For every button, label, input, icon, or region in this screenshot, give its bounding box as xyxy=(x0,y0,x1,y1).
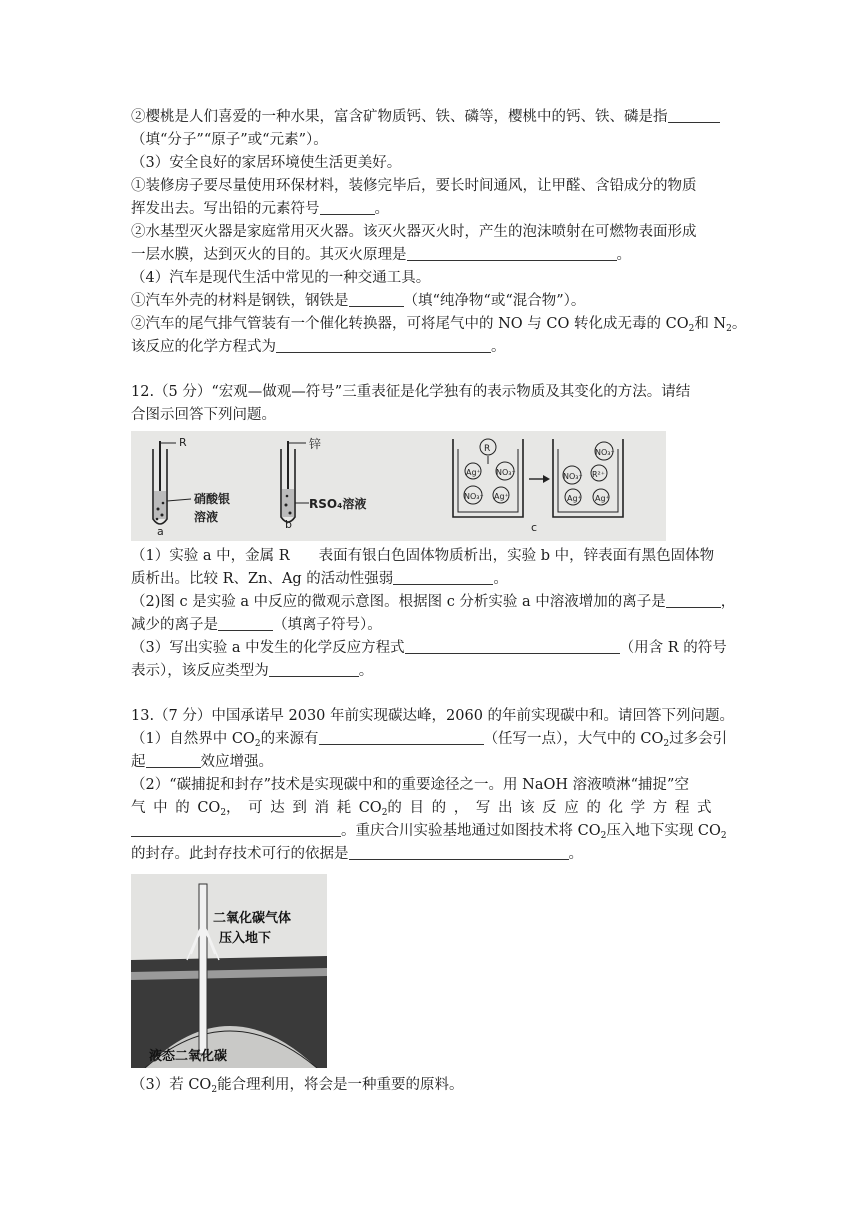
q11-line-7: 一层水膜，达到灭火的目的。其灭火原理是 。 xyxy=(131,247,631,263)
q11-line-3: （3）安全良好的家居环境使生活更美好。 xyxy=(131,155,402,171)
co2-storage-diagram xyxy=(131,874,327,1068)
q11-line-8: （4）汽车是现代生活中常见的一种交通工具。 xyxy=(131,270,431,286)
label-gas-1: 二氧化碳气体 xyxy=(213,911,292,926)
q11-line-6: ②水基型灭火器是家庭常用灭火器。该灭火器灭火时，产生的泡沫喷射在可燃物表面形成 xyxy=(131,224,697,240)
answer-blank[interactable] xyxy=(349,844,569,860)
ion-no3-2: NO₃⁻ xyxy=(464,492,484,501)
ion-ag-3: Ag⁺ xyxy=(567,494,582,503)
test-tube-a xyxy=(153,441,191,524)
arrow-head xyxy=(543,475,550,483)
q13-line-1: 13.（7 分）中国承诺早 2030 年前实现碳达峰，2060 的年前实现碳中和。请回答下列问题。 xyxy=(131,708,735,724)
answer-blank[interactable] xyxy=(146,752,201,768)
answer-blank[interactable] xyxy=(349,291,404,307)
q12-line-8: 表示），该反应类型为 。 xyxy=(131,663,374,679)
q13-figure xyxy=(131,874,327,1068)
label-c: c xyxy=(531,521,538,534)
answer-blank[interactable] xyxy=(269,661,359,677)
q12-line-7: （3）写出实验 a 中发生的化学反应方程式 （用含 R 的符号 xyxy=(131,640,727,656)
answer-blank[interactable] xyxy=(320,199,375,215)
q13-line-3: 起 效应增强。 xyxy=(131,754,273,770)
answer-blank[interactable] xyxy=(131,821,341,837)
q11-line-5: 挥发出去。写出铅的元素符号 。 xyxy=(131,201,389,217)
q11-line-1: ②樱桃是人们喜爱的一种水果，富含矿物质钙、铁、磷等，樱桃中的钙、铁、磷是指 xyxy=(131,106,735,129)
answer-blank[interactable] xyxy=(393,569,493,585)
label-zinc: 锌 xyxy=(309,437,322,451)
answer-blank[interactable] xyxy=(405,638,620,654)
label-liquid-co2: 液态二氧化碳 xyxy=(149,1049,228,1064)
q13-line-5: 气 中 的 $CO_2$， 可 达 到 消 耗 $CO_2$的 目 的 ， 写 出 该 反 应 的 化 学 方 程 式 xyxy=(131,800,712,818)
answer-blank[interactable] xyxy=(319,729,484,745)
q13-line-2: （1）自然界中 $CO_2$的来源有 （任写一点），大气中的 $CO_2$过多会引 xyxy=(131,731,728,749)
q12-line-5: （2)图 c 是实验 a 中反应的微观示意图。根据图 c 分析实验 a 中溶液增加的离子是 ， xyxy=(131,594,736,610)
ion-ag-2: Ag⁺ xyxy=(494,492,509,501)
q13-line-4: （2）“碳捕捉和封存”技术是实现碳中和的重要途径之一。用 NaOH 溶液喷淋“捕捉”空 xyxy=(131,777,689,793)
label-agno3-2: 溶液 xyxy=(194,510,219,524)
document-page xyxy=(131,106,747,1097)
answer-blank[interactable] xyxy=(218,615,273,631)
q12-line-3: （1）实验 a 中，金属 R 表面有银白色固体物质析出，实验 b 中，锌表面有黑色固体物 xyxy=(131,548,715,564)
answer-blank[interactable] xyxy=(668,107,720,123)
ion-ag-1: Ag⁺ xyxy=(466,468,481,477)
ion-r: R xyxy=(484,444,491,454)
q11-line-10: ②汽车的尾气排气管装有一个催化转换器，可将尾气中的 NO 与 CO 转化成无毒的 $CO_2$和 $N_2$。 xyxy=(131,316,747,334)
q12-line-6: 减少的离子是 （填离子符号）。 xyxy=(131,617,382,633)
injection-pipe xyxy=(199,884,207,1054)
q12-line-2: 合图示回答下列问题。 xyxy=(131,407,276,423)
test-tube-b xyxy=(281,441,309,522)
q12-diagram xyxy=(131,431,666,541)
label-b: b xyxy=(285,518,292,531)
ion-r2: R²⁺ xyxy=(592,470,605,479)
answer-blank[interactable] xyxy=(666,592,721,608)
label-r: R xyxy=(179,436,187,449)
label-rso4: RSO₄溶液 xyxy=(309,497,367,511)
ion-no3-3: NO₃⁻ xyxy=(595,448,615,457)
answer-blank[interactable] xyxy=(407,245,617,261)
label-a: a xyxy=(157,525,164,538)
q12-line-4: 质析出。比较 R、Zn、Ag 的活动性强弱 。 xyxy=(131,571,508,587)
q11-line-11: 该反应的化学方程式为 。 xyxy=(131,339,506,355)
q12-figure xyxy=(131,431,666,541)
label-gas-2: 压入地下 xyxy=(219,931,272,946)
q11-line-9: ①汽车外壳的材料是钢铁，钢铁是 （填“纯净物“或“混合物”）。 xyxy=(131,293,586,309)
q11-line-2: （填“分子”“原子”或“元素”）。 xyxy=(131,132,328,148)
q13-line-7: 的封存。此封存技术可行的依据是 。 xyxy=(131,846,583,862)
q13-line-6: 。重庆合川实验基地通过如图技术将 $CO_2$压入地下实现 $CO_2$ xyxy=(131,820,735,843)
answer-blank[interactable] xyxy=(276,337,491,353)
q11-line-4: ①装修房子要尽量使用环保材料，装修完毕后，要长时间通风，让甲醛、含铅成分的物质 xyxy=(131,178,697,194)
ion-no3-4: NO₃⁻ xyxy=(563,472,583,481)
q12-line-1: 12.（5 分）“宏观—做观—符号”三重表征是化学独有的表示物质及其变化的方法。请结 xyxy=(131,384,691,400)
ion-ag-4: Ag⁺ xyxy=(595,494,610,503)
label-agno3-1: 硝酸银 xyxy=(194,492,231,506)
q13-line-8: （3）若 $CO_2$能合理利用，将会是一种重要的原料。 xyxy=(131,1077,464,1095)
ion-no3-1: NO₃⁻ xyxy=(496,468,516,477)
